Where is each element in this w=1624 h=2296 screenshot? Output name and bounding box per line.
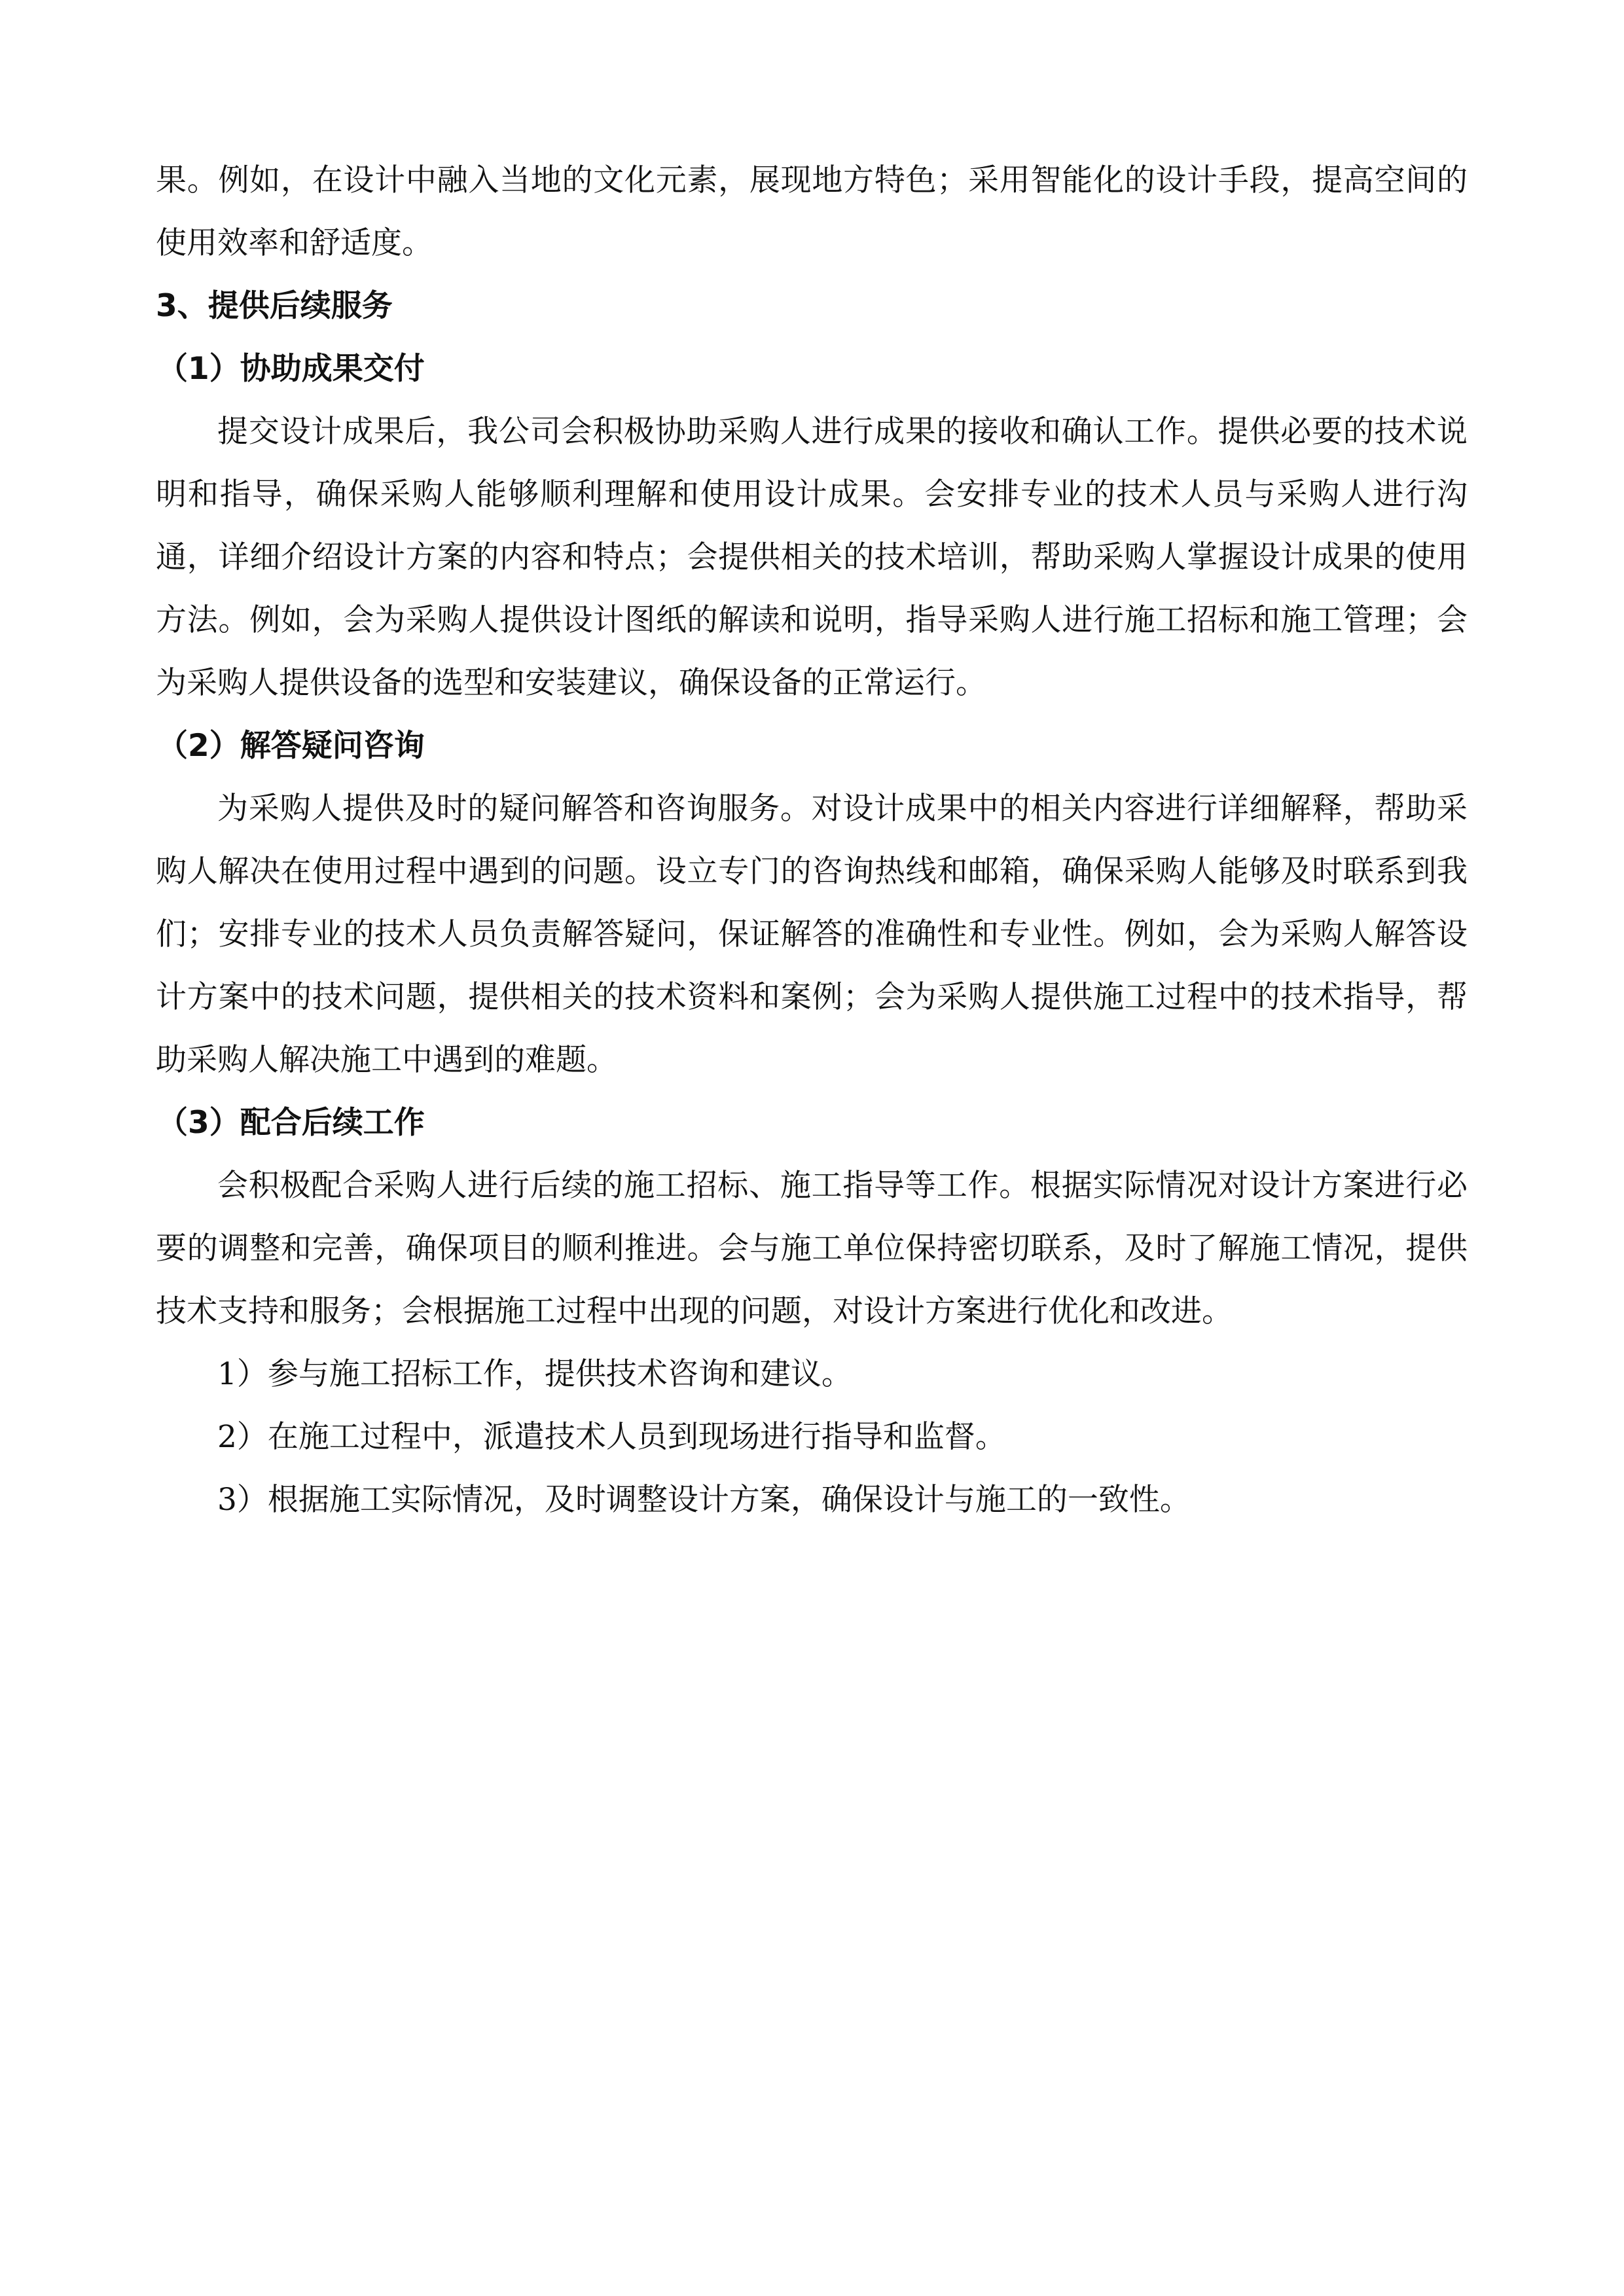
subsection-paragraph-3: 会积极配合采购人进行后续的施工招标、施工指导等工作。根据实际情况对设计方案进行必要的调整和完善，确保项目的顺利推进。会与施工单位保持密切联系，及时了解施工情况，提供技术支持和服务；会根据施工过程中出现的问题，对设计方案进行优化和改进。 <box>156 1168 1468 1329</box>
subsection-paragraph-1: 提交设计成果后，我公司会积极协助采购人进行成果的接收和确认工作。提供必要的技术说明和指导，确保采购人能够顺利理解和使用设计成果。会安排专业的技术人员与采购人进行沟通，详细介绍设计方案的内容和特点；会提供相关的技术培训，帮助采购人掌握设计成果的使用方法。例如，会为采购人提供设计图纸的解读和说明，指导采购人进行施工招标和施工管理；会为采购人提供设备的选型和安装建议，确保设备的正常运行。 <box>156 414 1468 701</box>
subsection-heading-2: （2）解答疑问咨询 <box>157 728 425 764</box>
section-heading: 3、提供后续服务 <box>156 288 393 324</box>
subsection-paragraph-2: 为采购人提供及时的疑问解答和咨询服务。对设计成果中的相关内容进行详细解释，帮助采购人解决在使用过程中遇到的问题。设立专门的咨询热线和邮箱，确保采购人能够及时联系到我们；安排专业的技术人员负责解答疑问，保证解答的准确性和专业性。例如，会为采购人解答设计方案中的技术问题，提供相关的技术资料和案例；会为采购人提供施工过程中的技术指导，帮助采购人解决施工中遇到的难题。 <box>156 791 1468 1078</box>
list-item: 3）根据施工实际情况，及时调整设计方案，确保设计与施工的一致性。 <box>217 1482 1191 1518</box>
subsection-heading-3: （3）配合后续工作 <box>157 1105 425 1141</box>
document-body <box>156 149 1468 1532</box>
list-item: 2）在施工过程中，派遣技术人员到现场进行指导和监督。 <box>217 1419 1006 1455</box>
subsection-heading-1: （1）协助成果交付 <box>157 351 425 387</box>
list-item: 1）参与施工招标工作，提供技术咨询和建议。 <box>217 1356 852 1392</box>
intro-paragraph: 果。例如，在设计中融入当地的文化元素，展现地方特色；采用智能化的设计手段，提高空间的使用效率和舒适度。 <box>156 162 1468 261</box>
